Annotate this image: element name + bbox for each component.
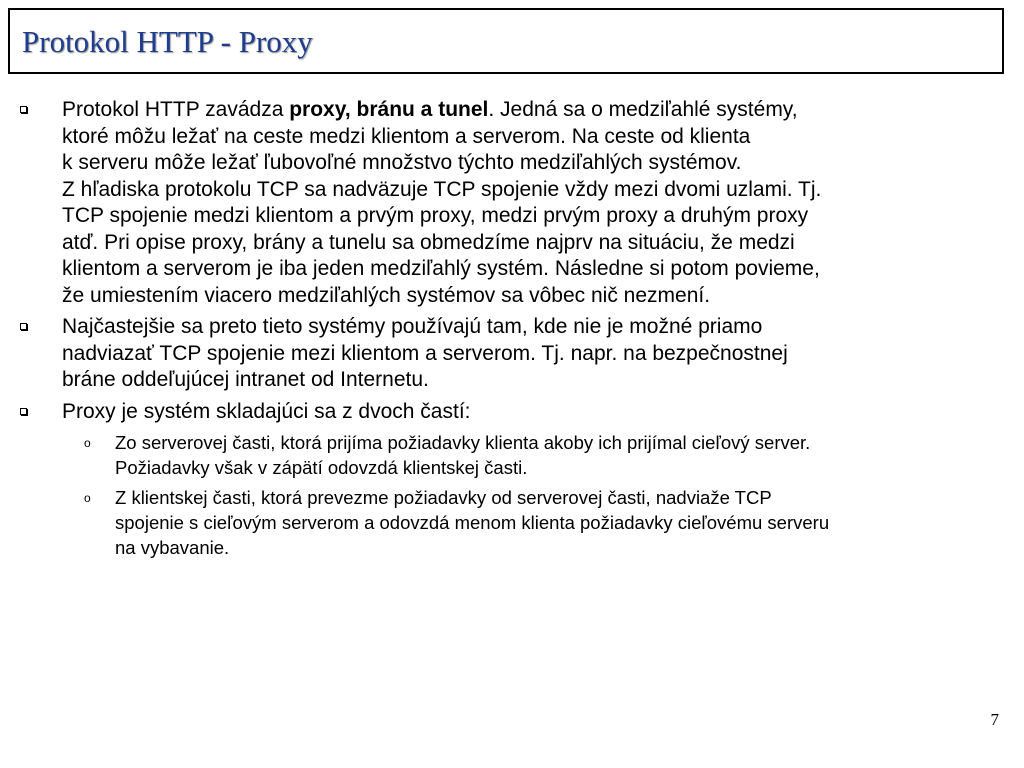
slide-title: Protokol HTTP - Proxy [22, 24, 313, 59]
square-bullet-icon [20, 323, 27, 330]
sub-bullet-1-line-1: Zo serverovej časti, ktorá prijíma požiadavky klienta akoby ich prijímal cieľový server. [115, 432, 811, 453]
bullet-2-line-1: Najčastejšie sa preto tieto systémy používajú tam, kde nie je možné priamo [62, 315, 763, 338]
page-number: 7 [990, 710, 999, 729]
bullet-item-2 [20, 314, 1000, 394]
sub-bullet-2-line-1: Z klientskej časti, ktorá prevezme požiadavky od serverovej časti, nadviaže TCP [115, 487, 772, 508]
circle-bullet-icon: o [84, 436, 91, 450]
title-box [8, 8, 1004, 74]
bullet-1-line-8: že umiestením viacero medziľahlých systémov sa vôbec nič nezmení. [62, 283, 711, 307]
square-bullet-icon [20, 106, 27, 113]
bullet-1-line-5: TCP spojenie medzi klientom a prvým proxy, medzi prvým proxy a druhým proxy [62, 204, 809, 227]
sub-bullet-item-1 [20, 430, 1000, 480]
bullet-1-line-2: ktoré môžu ležať na ceste medzi klientom a serverom. Na ceste od klienta [62, 124, 751, 148]
bullet-3-line-1: Proxy je systém skladajúci sa z dvoch častí: [62, 399, 471, 423]
bullet-1-line-6: atď. Pri opise proxy, brány a tunelu sa obmedzíme najprv na situáciu, že medzi [62, 230, 795, 254]
bullet-1-line-4: Z hľadiska protokolu TCP sa nadväzuje TCP spojenie vždy mezi dvomi uzlami. Tj. [62, 177, 822, 201]
bullet-1-line-1-pre: Protokol HTTP zavádza [62, 98, 290, 121]
circle-bullet-icon: o [84, 491, 91, 505]
bullet-item-1 [20, 97, 1000, 309]
bullet-1-line-3: k serveru môže ležať ľubovoľné množstvo týchto medziľahlých systémov. [62, 151, 742, 174]
bullet-2-line-2: nadviazať TCP spojenie mezi klientom a serverom. Tj. napr. na bezpečnostnej [62, 341, 788, 365]
bullet-1-line-7: klientom a serverom je iba jeden medziľahlý systém. Následne si potom povieme, [62, 257, 820, 280]
bullet-1-bold-term: proxy, bránu a tunel [289, 98, 489, 121]
sub-bullet-1-line-2: Požiadavky však v zápätí odovzdá klientskej časti. [115, 457, 528, 478]
bullet-item-3 [20, 399, 1000, 426]
bullet-1-line-1-post: . Jedná sa o medziľahlé systémy, [488, 98, 798, 121]
square-bullet-icon [20, 408, 27, 415]
sub-bullet-2-line-2: spojenie s cieľovým serverom a odovzdá menom klienta požiadavky cieľovému serveru [115, 512, 830, 533]
bullet-1-line-1 [62, 97, 1000, 124]
slide-content [20, 97, 1000, 565]
sub-bullet-item-2 [20, 485, 1000, 560]
sub-bullet-2-line-3: na vybavanie. [115, 537, 230, 558]
bullet-2-line-3: bráne oddeľujúcej intranet od Internetu. [62, 368, 429, 391]
